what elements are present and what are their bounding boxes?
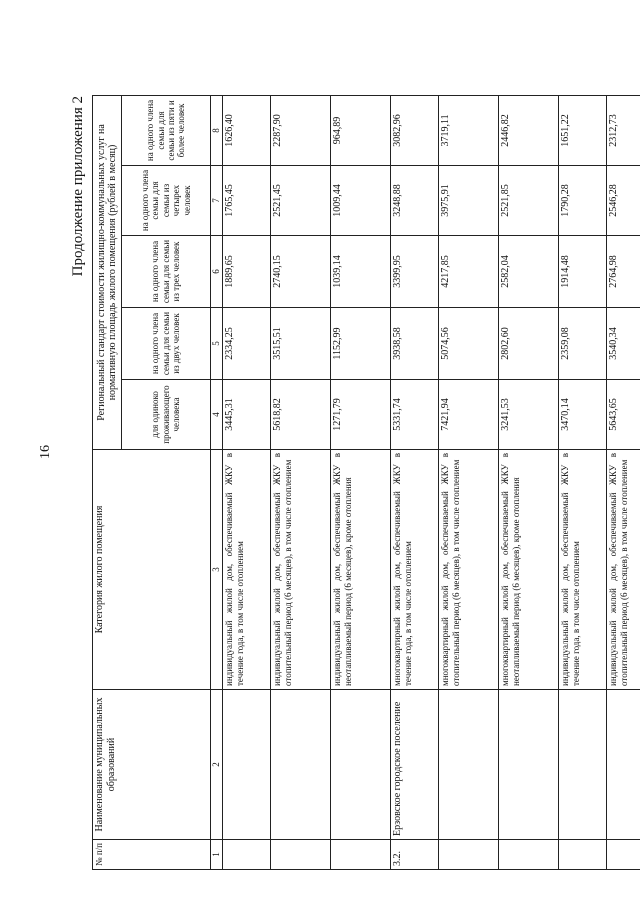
header-sub-four: на одного члена семьи для семьи из четырех человек bbox=[122, 166, 211, 236]
header-sub-three: на одного члена семьи для семьи из трех человек bbox=[122, 236, 211, 308]
header-sub-single: для одиноко проживающего человека bbox=[122, 380, 211, 450]
tariff-value: 3540,34 bbox=[607, 308, 640, 380]
colnum: 5 bbox=[211, 308, 223, 380]
colnum: 1 bbox=[211, 840, 223, 870]
table-body bbox=[223, 95, 640, 869]
table-row bbox=[559, 95, 607, 869]
tariff-value: 5618,82 bbox=[271, 380, 331, 450]
header-row-1 bbox=[93, 95, 122, 869]
colnum: 6 bbox=[211, 236, 223, 308]
tariff-value: 2740,15 bbox=[271, 236, 331, 308]
municipality-name bbox=[499, 690, 559, 840]
header-sub-two: на одного члена семьи для семьи из двух человек bbox=[122, 308, 211, 380]
row-number bbox=[223, 840, 271, 870]
tariff-value: 5331,74 bbox=[391, 380, 439, 450]
header-sub-five: на одного члена семьи для семьи из пяти и более человек bbox=[122, 95, 211, 165]
tariff-value: 1152,99 bbox=[331, 308, 391, 380]
tariff-table bbox=[92, 95, 640, 870]
header-category: Категория жилого помещения bbox=[93, 450, 211, 690]
tariff-value: 7421,94 bbox=[439, 380, 499, 450]
tariff-value: 2582,04 bbox=[499, 236, 559, 308]
tariff-value: 964,89 bbox=[331, 95, 391, 165]
table-row bbox=[439, 95, 499, 869]
column-number-row bbox=[211, 95, 223, 869]
housing-category: индивидуальный жилой дом, обеспечиваемый ЖКУ в течение года, в том числе отоплением bbox=[559, 450, 607, 690]
tariff-value: 2521,45 bbox=[271, 166, 331, 236]
tariff-value: 1765,45 bbox=[223, 166, 271, 236]
table-row bbox=[271, 95, 331, 869]
tariff-value: 3470,14 bbox=[559, 380, 607, 450]
tariff-value: 2287,90 bbox=[271, 95, 331, 165]
tariff-value: 1790,28 bbox=[559, 166, 607, 236]
tariff-value: 2312,73 bbox=[607, 95, 640, 165]
housing-category: многоквартирный жилой дом, обеспечиваемый ЖКУ в отопительный период (6 месяцев), в том числе отоплением bbox=[439, 450, 499, 690]
tariff-value: 2802,60 bbox=[499, 308, 559, 380]
housing-category: многоквартирный жилой дом, обеспечиваемый ЖКУ в неотапливаемый период (6 месяцев), кроме отопления bbox=[499, 450, 559, 690]
tariff-value: 2521,85 bbox=[499, 166, 559, 236]
tariff-value: 3399,95 bbox=[391, 236, 439, 308]
tariff-value: 5643,65 bbox=[607, 380, 640, 450]
tariff-value: 3445,31 bbox=[223, 380, 271, 450]
table-row bbox=[607, 95, 640, 869]
tariff-value: 1626,40 bbox=[223, 95, 271, 165]
tariff-value: 3515,51 bbox=[271, 308, 331, 380]
tariff-value: 3248,88 bbox=[391, 166, 439, 236]
housing-category: индивидуальный жилой дом, обеспечиваемый ЖКУ в отопительный период (6 месяцев), в том числе отоплением bbox=[607, 450, 640, 690]
tariff-value: 1271,79 bbox=[331, 380, 391, 450]
tariff-value: 3241,53 bbox=[499, 380, 559, 450]
tariff-value: 2546,28 bbox=[607, 166, 640, 236]
table-row bbox=[391, 95, 439, 869]
municipality-name bbox=[439, 690, 499, 840]
tariff-value: 1039,14 bbox=[331, 236, 391, 308]
housing-category: индивидуальный жилой дом, обеспечиваемый ЖКУ в течение года, в том числе отоплением bbox=[223, 450, 271, 690]
colnum: 3 bbox=[211, 450, 223, 690]
tariff-value: 2359,08 bbox=[559, 308, 607, 380]
row-number bbox=[331, 840, 391, 870]
row-number: 3.2. bbox=[391, 840, 439, 870]
housing-category: многоквартирный жилой дом, обеспечиваемый ЖКУ в течение года, в том числе отоплением bbox=[391, 450, 439, 690]
table-row bbox=[331, 95, 391, 869]
colnum: 4 bbox=[211, 380, 223, 450]
municipality-name: Ерзовское городское поселение bbox=[391, 690, 439, 840]
tariff-value: 1914,48 bbox=[559, 236, 607, 308]
colnum: 7 bbox=[211, 166, 223, 236]
tariff-value: 1651,22 bbox=[559, 95, 607, 165]
row-number bbox=[499, 840, 559, 870]
row-number bbox=[271, 840, 331, 870]
municipality-name bbox=[223, 690, 271, 840]
header-municipality: Наименование муниципальных образований bbox=[93, 690, 211, 840]
row-number bbox=[559, 840, 607, 870]
tariff-value: 2334,25 bbox=[223, 308, 271, 380]
tariff-value: 4217,85 bbox=[439, 236, 499, 308]
tariff-value: 3719,11 bbox=[439, 95, 499, 165]
colnum: 2 bbox=[211, 690, 223, 840]
tariff-value: 3975,91 bbox=[439, 166, 499, 236]
rotated-sheet bbox=[68, 84, 629, 874]
municipality-name bbox=[331, 690, 391, 840]
row-number bbox=[607, 840, 640, 870]
header-standard: Региональный стандарт стоимости жилищно-коммунальных услуг на нормативную площадь жилого помещения (рублей в месяц) bbox=[93, 95, 122, 449]
tariff-value: 1009,44 bbox=[331, 166, 391, 236]
continuation-title: Продолжение приложения 2 bbox=[70, 96, 86, 277]
table-row bbox=[223, 95, 271, 869]
table-row bbox=[499, 95, 559, 869]
tariff-value: 2764,98 bbox=[607, 236, 640, 308]
housing-category: индивидуальный жилой дом, обеспечиваемый ЖКУ в отопительный период (6 месяцев), в том числе отоплением bbox=[271, 450, 331, 690]
tariff-value: 2446,82 bbox=[499, 95, 559, 165]
colnum: 8 bbox=[211, 95, 223, 165]
row-number bbox=[439, 840, 499, 870]
housing-category: индивидуальный жилой дом, обеспечиваемый ЖКУ в неотапливаемый период (6 месяцев), кроме отопления bbox=[331, 450, 391, 690]
municipality-name bbox=[271, 690, 331, 840]
tariff-value: 5074,56 bbox=[439, 308, 499, 380]
tariff-value: 1889,65 bbox=[223, 236, 271, 308]
tariff-value: 3082,96 bbox=[391, 95, 439, 165]
municipality-name bbox=[559, 690, 607, 840]
municipality-name bbox=[607, 690, 640, 840]
header-num: № п/п bbox=[93, 840, 211, 870]
page-number: 16 bbox=[38, 445, 53, 459]
tariff-value: 3938,58 bbox=[391, 308, 439, 380]
